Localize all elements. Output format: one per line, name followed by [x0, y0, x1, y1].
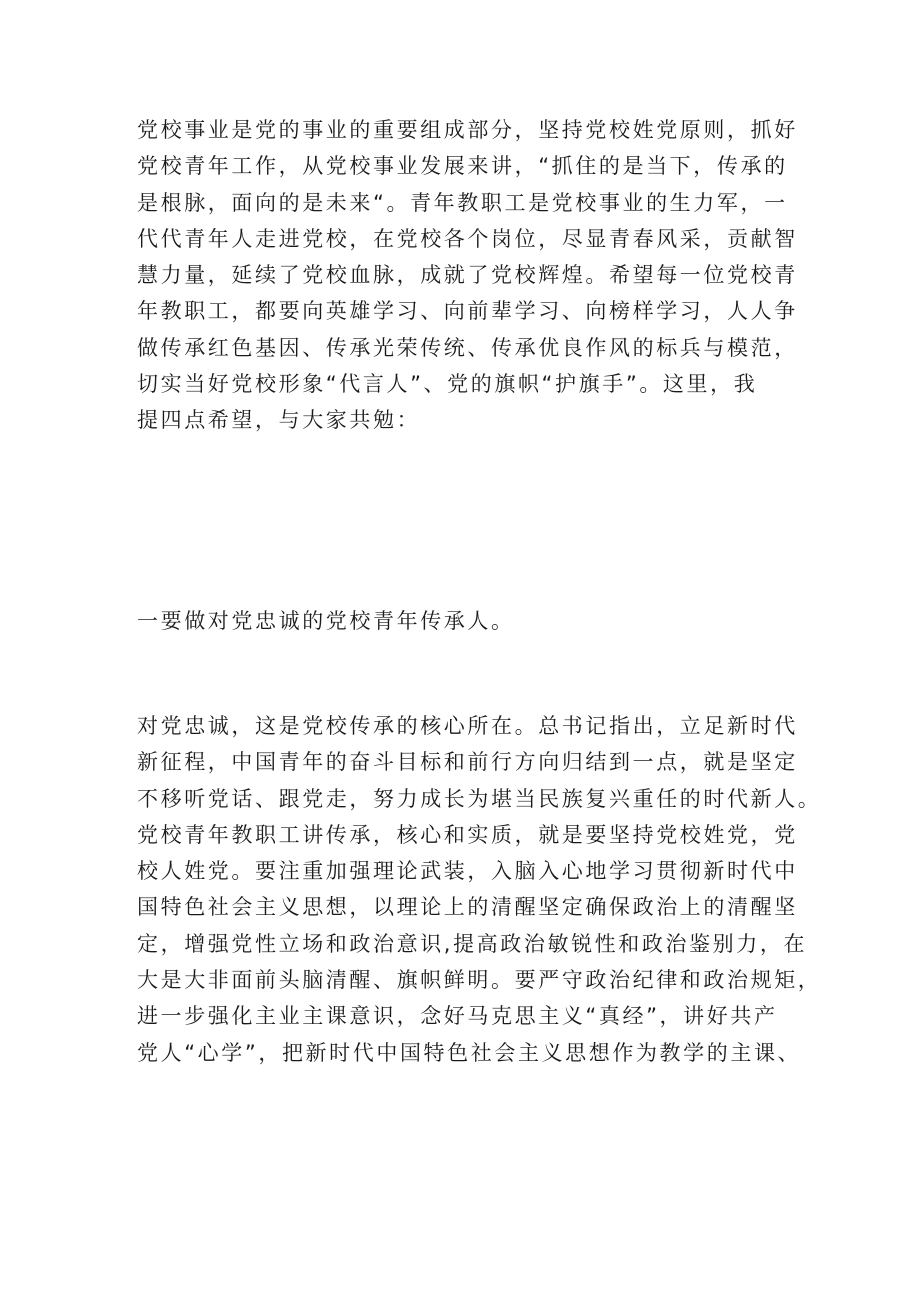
text-line: 大是大非面前头脑清醒、旗帜鲜明。要严守政治纪律和政治规矩，: [137, 968, 822, 993]
heading-text: 一要做对党忠诚的党校青年传承人。: [137, 609, 515, 633]
text-line: 新征程，中国青年的奋斗目标和前行方向归结到一点，就是坚定: [137, 750, 798, 775]
text-line: 党人“心学”，把新时代中国特色社会主义思想作为教学的主课、: [137, 1040, 802, 1065]
text-line: 党校青年工作，从党校事业发展来讲，“抓住的是当下，传承的: [137, 154, 788, 179]
text-line: 进一步强化主业主课意识，念好马克思主义“真经”，讲好共产: [137, 1004, 778, 1029]
text-line: 党校事业是党的事业的重要组成部分，坚持党校姓党原则，抓好: [137, 118, 798, 142]
text-line: 代代青年人走进党校，在党校各个岗位，尽显青春风采，贡献智: [137, 226, 798, 251]
text-line: 定，增强党性立场和政治意识,提高政治敏锐性和政治鉴别力，在: [137, 931, 808, 956]
text-line: 是根脉，面向的是未来“。青年教职工是党校事业的生力军，一: [137, 190, 788, 215]
text-line: 做传承红色基因、传承光荣传统、传承优良作风的标兵与模范，: [137, 335, 798, 360]
text-line: 慧力量，延续了党校血脉，成就了党校辉煌。希望每一位党校青: [137, 263, 798, 288]
paragraph-loyalty: [137, 708, 822, 1071]
paragraph-intro: [137, 112, 817, 439]
text-line: 国特色社会主义思想，以理论上的清醒坚定确保政治上的清醒坚: [137, 895, 798, 920]
text-line: 校人姓党。要注重加强理论武装，入脑入心地学习贯彻新时代中: [137, 859, 798, 884]
text-line: 提四点希望，与大家共勉：: [137, 408, 421, 433]
section-heading: [137, 603, 817, 639]
text-line: 不移听党话、跟党走，努力成长为堪当民族复兴重任的时代新人。: [137, 786, 822, 811]
text-line: 年教职工，都要向英雄学习、向前辈学习、向榜样学习，人人争: [137, 299, 798, 324]
text-line: 党校青年教职工讲传承，核心和实质，就是要坚持党校姓党，党: [137, 822, 798, 847]
text-line: 切实当好党校形象“代言人”、党的旗帜“护旗手”。这里，我: [137, 372, 758, 397]
text-line: 对党忠诚，这是党校传承的核心所在。总书记指出，立足新时代: [137, 714, 798, 738]
